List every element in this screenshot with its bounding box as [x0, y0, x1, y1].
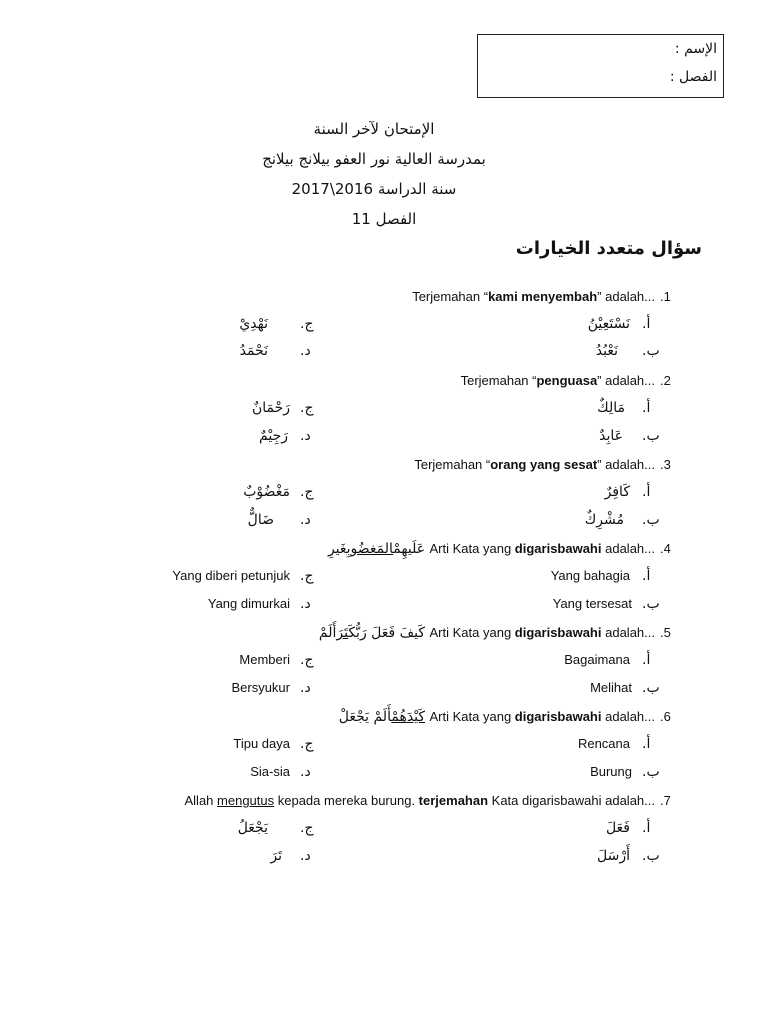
q1-option-a[interactable]: نَسْتَعِيْنُ: [587, 316, 630, 332]
q2-option-d-marker: د.: [300, 428, 311, 444]
q2-option-c-marker: ج.: [300, 400, 314, 416]
q1-option-a-marker: أ.: [642, 316, 651, 332]
q4-option-a-marker: أ.: [642, 568, 651, 584]
q6-option-a-marker: أ.: [642, 736, 651, 752]
student-info-box: [477, 34, 724, 98]
q5-option-d-marker: د.: [300, 680, 311, 696]
q6-option-a[interactable]: Rencana: [577, 736, 630, 751]
q4-option-d-marker: د.: [300, 596, 311, 612]
q7-option-d-marker: د.: [300, 848, 311, 864]
question-5-number: .5: [660, 625, 671, 640]
q7-option-c-marker: ج.: [300, 820, 314, 836]
academic-year: سنة الدراسة 2016\2017: [291, 180, 457, 198]
q1-option-c[interactable]: نَهْدِيْ: [239, 316, 268, 332]
q6-option-d-marker: د.: [300, 764, 311, 780]
q1-option-d[interactable]: نَحْمَدُ: [239, 343, 268, 359]
question-2-text: Terjemahan “penguasa” adalah...: [460, 373, 655, 388]
question-1-text: Terjemahan “kami menyembah” adalah...: [412, 289, 655, 304]
q4-option-b[interactable]: Yang tersesat: [552, 596, 632, 611]
q4-option-c-marker: ج.: [300, 568, 314, 584]
q2-option-d[interactable]: رَجِيْمٌ: [259, 428, 288, 444]
class-label: الفصل :: [669, 69, 717, 85]
q3-option-c[interactable]: مَغْضُوْبٌ: [243, 484, 290, 500]
q1-option-b[interactable]: نَعْبُدُ: [595, 343, 618, 359]
q2-option-a[interactable]: مَالِكٌ: [597, 400, 625, 416]
q3-option-a[interactable]: كَافِرٌ: [604, 484, 630, 500]
exam-title: الإمتحان لآخر السنة: [313, 120, 435, 138]
q6-option-c[interactable]: Tipu daya: [233, 736, 290, 751]
question-7-number: .7: [660, 793, 671, 808]
q7-option-a[interactable]: فَعَلَ: [605, 820, 630, 836]
q5-option-d[interactable]: Bersyukur: [231, 680, 290, 695]
q2-option-b[interactable]: عَابِدٌ: [599, 428, 623, 444]
q2-option-a-marker: أ.: [642, 400, 651, 416]
question-3-number: .3: [660, 457, 671, 472]
q5-option-b[interactable]: Melihat: [590, 680, 632, 695]
question-2-number: .2: [660, 373, 671, 388]
name-label: الإسم :: [674, 41, 717, 57]
class-heading: الفصل 11: [351, 210, 417, 228]
q1-option-d-marker: د.: [300, 343, 311, 359]
q3-option-b-marker: ب.: [642, 512, 660, 528]
q3-option-c-marker: ج.: [300, 484, 314, 500]
question-4-number: .4: [660, 541, 671, 556]
q3-option-b[interactable]: مُشْرِكٌ: [584, 512, 624, 528]
q6-option-b[interactable]: Burung: [590, 764, 632, 779]
q7-option-b-marker: ب.: [642, 848, 660, 864]
q4-option-a[interactable]: Yang bahagia: [550, 568, 630, 583]
section-title: سؤال متعدد الخيارات: [515, 238, 702, 259]
question-3-text: Terjemahan “orang yang sesat” adalah...: [414, 457, 655, 472]
q4-option-b-marker: ب.: [642, 596, 660, 612]
q5-option-a[interactable]: Bagaimana: [564, 652, 630, 667]
q6-option-d[interactable]: Sia-sia: [250, 764, 290, 779]
q7-option-a-marker: أ.: [642, 820, 651, 836]
q6-option-b-marker: ب.: [642, 764, 660, 780]
q4-option-c[interactable]: Yang diberi petunjuk: [172, 568, 290, 583]
q3-option-a-marker: أ.: [642, 484, 651, 500]
school-name: بمدرسة العالية نور العفو بيلانج بيلانج: [262, 150, 486, 168]
question-6-text: كَيْدَهُمْأَلَمْ يَجْعَلْ Arti Kata yang digarisbawahi adalah...: [338, 709, 655, 725]
q7-option-c[interactable]: يَجْعَلُ: [237, 820, 268, 836]
q2-option-c[interactable]: رَحْمَانٌ: [251, 400, 290, 416]
q7-option-d[interactable]: تَرَ: [270, 848, 282, 864]
q1-option-b-marker: ب.: [642, 343, 660, 359]
q5-option-c-marker: ج.: [300, 652, 314, 668]
q5-option-b-marker: ب.: [642, 680, 660, 696]
q5-option-c[interactable]: Memberi: [239, 652, 290, 667]
q3-option-d-marker: د.: [300, 512, 311, 528]
q5-option-a-marker: أ.: [642, 652, 651, 668]
q7-option-b[interactable]: أَرْسَلَ: [597, 848, 630, 864]
q2-option-b-marker: ب.: [642, 428, 660, 444]
q4-option-d[interactable]: Yang dimurkai: [207, 596, 290, 611]
q3-option-d[interactable]: ضَالٌّ: [247, 512, 274, 528]
q6-option-c-marker: ج.: [300, 736, 314, 752]
question-7-text: Allah mengutus kepada mereka burung. terjemahan Kata digarisbawahi adalah...: [184, 793, 655, 808]
question-6-number: .6: [660, 709, 671, 724]
question-5-text: كَيفَ فَعَلَ رَبُّكَتَرَأَلَمْ Arti Kata yang digarisbawahi adalah...: [318, 625, 655, 641]
question-1-number: .1: [660, 289, 671, 304]
q1-option-c-marker: ج.: [300, 316, 314, 332]
question-4-text: عَلَيهِمْالمَغضُوبِغَيرِ Arti Kata yang digarisbawahi adalah...: [327, 541, 655, 557]
